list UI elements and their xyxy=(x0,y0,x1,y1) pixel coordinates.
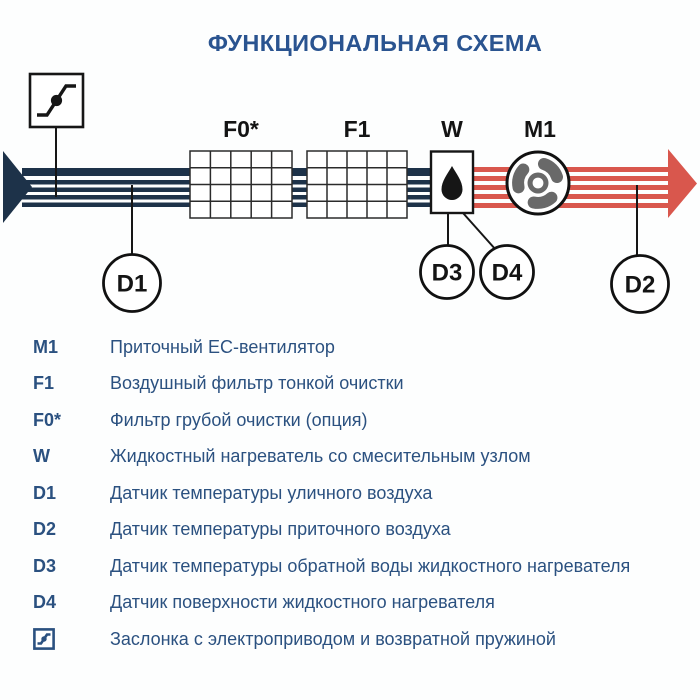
label-f0: F0* xyxy=(223,116,259,142)
filter-f1-grid xyxy=(307,151,407,218)
label-f1: F1 xyxy=(343,116,371,142)
legend-text: Воздушный фильтр тонкой очистки xyxy=(110,373,404,394)
sensor-d2 xyxy=(612,256,669,313)
sensor-d4 xyxy=(481,246,534,299)
legend-text: Датчик температуры приточного воздуха xyxy=(110,519,451,540)
sensor-d1 xyxy=(104,255,161,312)
legend-text: Датчик температуры обратной воды жидкостного нагревателя xyxy=(110,555,631,576)
fan-icon xyxy=(507,152,569,214)
legend-row-m1 xyxy=(33,329,683,366)
legend-key: D2 xyxy=(33,519,57,540)
legend-text: Приточный EC-вентилятор xyxy=(110,336,335,357)
sensor-d3-label: D3 xyxy=(431,259,463,287)
legend-key: F0* xyxy=(33,409,62,430)
water-heater-box xyxy=(431,152,473,214)
sensor-d1-label: D1 xyxy=(116,270,148,298)
legend-key: D3 xyxy=(33,555,57,576)
legend-text: Датчик температуры уличного воздуха xyxy=(110,482,433,503)
supply-air-arrow-icon xyxy=(3,151,32,223)
legend-row-f0 xyxy=(33,402,683,439)
legend-key: F1 xyxy=(33,373,55,394)
legend-row-d1 xyxy=(33,475,683,512)
legend-text: Заслонка с электроприводом и возвратной пружиной xyxy=(110,628,556,649)
outlet-air-arrow-icon xyxy=(668,149,697,218)
damper-icon xyxy=(30,74,83,127)
legend xyxy=(33,329,683,658)
label-m1: M1 xyxy=(524,116,556,142)
legend-text: Датчик поверхности жидкостного нагревателя xyxy=(110,592,495,613)
legend-row-d3 xyxy=(33,548,683,585)
legend-key xyxy=(33,628,110,650)
legend-text: Фильтр грубой очистки (опция) xyxy=(110,409,368,430)
filter-f0-grid xyxy=(190,151,292,218)
sensor-d3 xyxy=(421,246,474,299)
legend-row-d4 xyxy=(33,585,683,622)
label-w: W xyxy=(441,116,463,142)
legend-row-damper xyxy=(33,621,683,658)
sensor-d2-label: D2 xyxy=(624,271,656,299)
legend-row-w xyxy=(33,439,683,476)
sensor-d4-label: D4 xyxy=(491,259,523,287)
page-title: ФУНКЦИОНАЛЬНАЯ СХЕМА xyxy=(207,30,543,56)
legend-key: D4 xyxy=(33,592,57,613)
legend-row-f1 xyxy=(33,366,683,403)
legend-key: M1 xyxy=(33,336,59,357)
legend-key: D1 xyxy=(33,482,57,503)
legend-row-d2 xyxy=(33,512,683,549)
legend-key: W xyxy=(33,446,50,467)
legend-text: Жидкостный нагреватель со смесительным узлом xyxy=(110,446,531,467)
damper-icon xyxy=(33,628,55,650)
functional-scheme-diagram xyxy=(0,0,700,330)
